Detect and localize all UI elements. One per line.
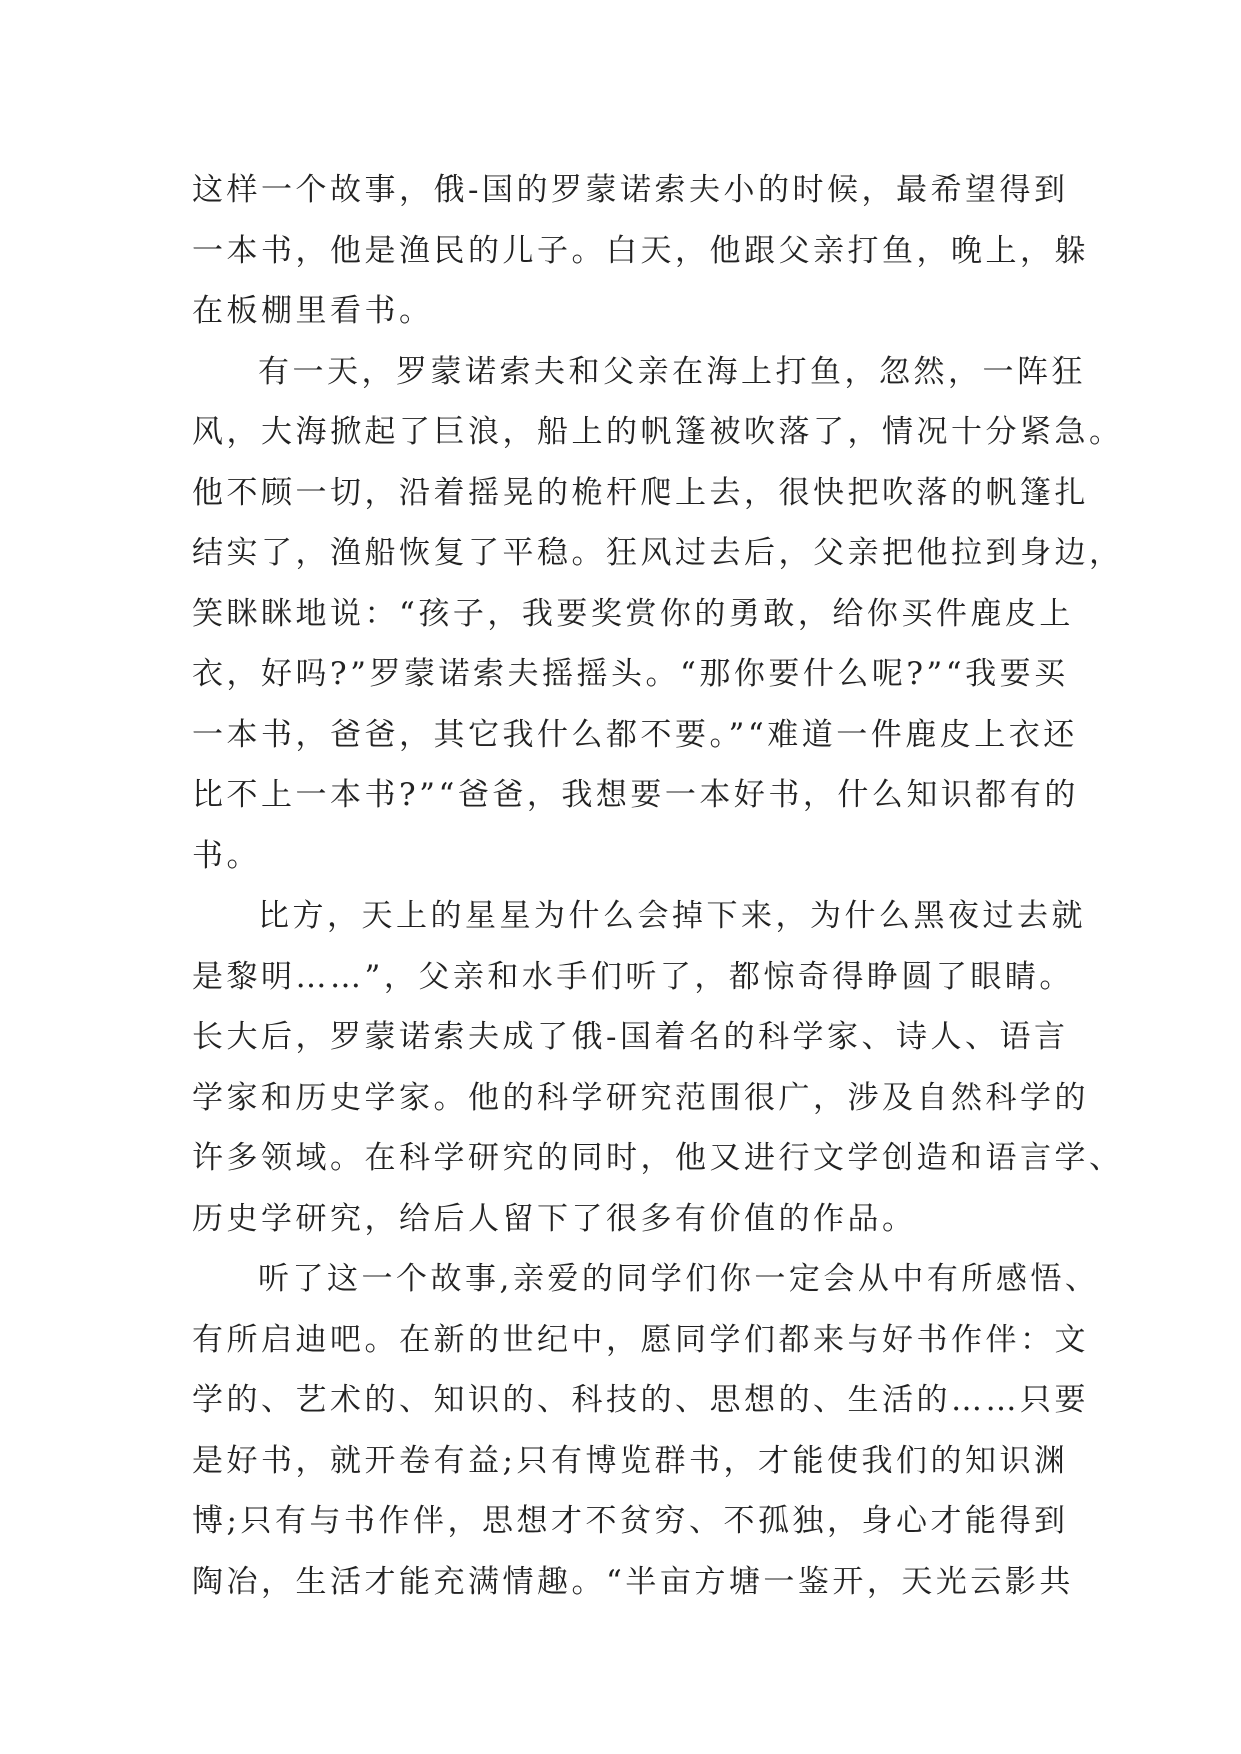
text-line: 有一天，罗蒙诺索夫和父亲在海上打鱼，忽然，一阵狂	[258, 353, 1086, 390]
text-line: 一本书，爸爸，其它我什么都不要。”“难道一件鹿皮上衣还	[192, 716, 1078, 753]
paragraph	[192, 160, 1089, 342]
text-line: 是好书，就开卷有益;只有博览群书，才能使我们的知识渊	[192, 1442, 1069, 1479]
text-line: 一本书，他是渔民的儿子。白天，他跟父亲打鱼，晚上，躲	[192, 232, 1089, 269]
paragraph	[192, 1249, 1100, 1612]
text-line: 历史学研究，给后人留下了很多有价值的作品。	[192, 1200, 917, 1237]
text-line: 比不上一本书?”“爸爸，我想要一本好书，什么知识都有的	[192, 777, 1079, 813]
text-line: 博;只有与书作伴，思想才不贫穷、不孤独，身心才能得到	[192, 1503, 1069, 1539]
text-line: 风，大海掀起了巨浪，船上的帆篷被吹落了，情况十分紧急。	[192, 414, 1124, 450]
text-line: 这样一个故事，俄-国的罗蒙诺索夫小的时候，最希望得到	[192, 172, 1069, 208]
text-line: 是黎明……”，父亲和水手们听了，都惊奇得睁圆了眼睛。	[192, 958, 1074, 995]
text-line: 他不顾一切，沿着摇晃的桅杆爬上去，很快把吹落的帆篷扎	[192, 474, 1089, 511]
text-line: 书。	[192, 837, 261, 874]
text-line: 陶冶，生活才能充满情趣。“半亩方塘一鉴开，天光云影共	[192, 1563, 1074, 1600]
text-line: 有所启迪吧。在新的世纪中，愿同学们都来与好书作伴：文	[192, 1321, 1089, 1358]
document-page	[192, 160, 1124, 1612]
text-line: 在板棚里看书。	[192, 293, 434, 329]
text-line: 听了这一个故事,亲爱的同学们你一定会从中有所感悟、	[258, 1261, 1100, 1297]
text-line: 比方，天上的星星为什么会掉下来，为什么黑夜过去就	[258, 898, 1086, 934]
text-line: 长大后，罗蒙诺索夫成了俄-国着名的科学家、诗人、语言	[192, 1019, 1069, 1055]
paragraph	[192, 342, 1124, 887]
text-line: 学的、艺术的、知识的、科技的、思想的、生活的……只要	[192, 1382, 1089, 1418]
text-line: 笑眯眯地说：“孩子，我要奖赏你的勇敢，给你买件鹿皮上	[192, 595, 1074, 632]
text-line: 结实了，渔船恢复了平稳。狂风过去后，父亲把他拉到身边，	[192, 535, 1124, 571]
text-line: 学家和历史学家。他的科学研究范围很广，涉及自然科学的	[192, 1079, 1089, 1116]
text-line: 衣，好吗?”罗蒙诺索夫摇摇头。“那你要什么呢?”“我要买	[192, 656, 1069, 692]
text-line: 许多领域。在科学研究的同时，他又进行文学创造和语言学、	[192, 1140, 1124, 1176]
paragraph	[192, 886, 1124, 1249]
